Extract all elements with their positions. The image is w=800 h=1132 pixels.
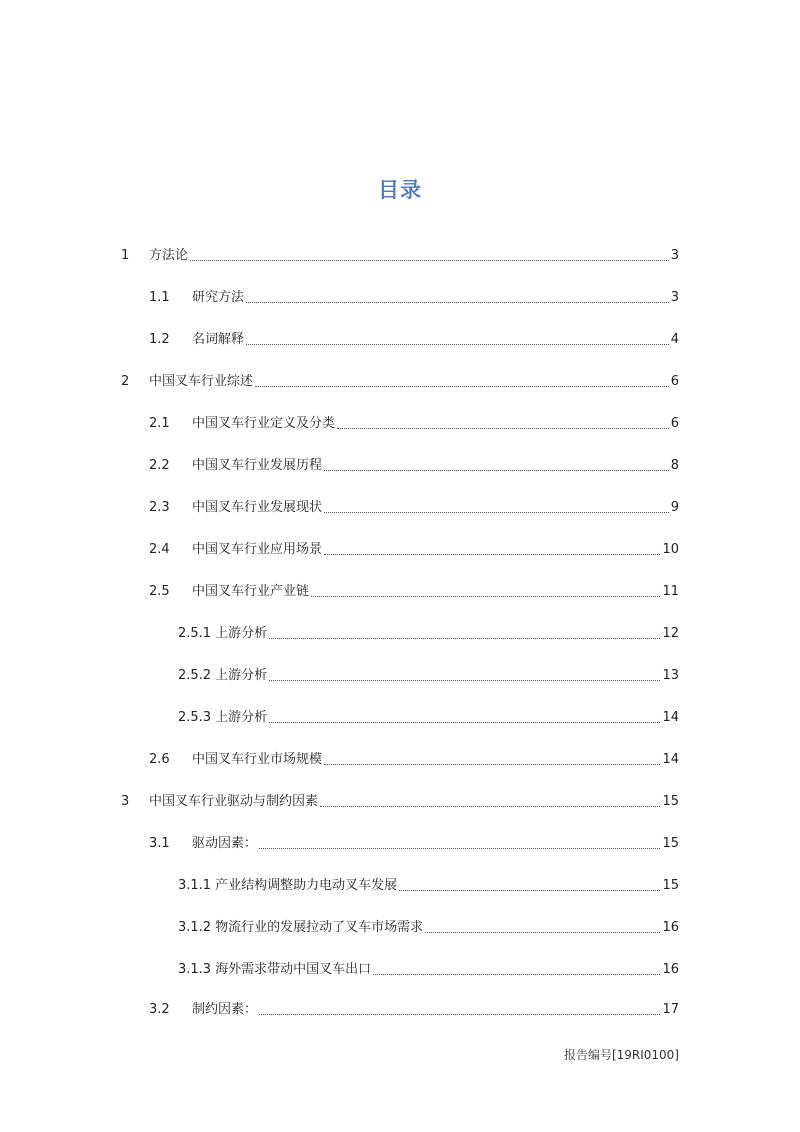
- toc-entry[interactable]: [178, 918, 679, 938]
- toc-entry-number: 3.1: [149, 836, 170, 851]
- toc-entry-page: 10: [662, 542, 679, 557]
- toc-entry[interactable]: [121, 246, 679, 266]
- toc-entry-page: 15: [662, 878, 679, 893]
- toc-entry-page: 14: [662, 752, 679, 767]
- toc-entry-page: 11: [662, 584, 679, 599]
- toc-dot-leader: [259, 1013, 660, 1015]
- toc-entry[interactable]: [149, 414, 679, 434]
- toc-entry-number: 2.6: [149, 752, 170, 767]
- toc-entry-title: 中国叉车行业驱动与制约因素: [149, 794, 319, 809]
- toc-entry-page: 3: [670, 290, 679, 305]
- toc-dot-leader: [324, 553, 660, 555]
- toc-entry[interactable]: [149, 1000, 679, 1020]
- toc-dot-leader: [246, 343, 669, 345]
- toc-entry-page: 14: [662, 710, 679, 725]
- toc-entry-title: 中国叉车行业市场规模: [192, 752, 323, 767]
- toc-entry-page: 9: [670, 500, 679, 515]
- toc-dot-leader: [373, 973, 660, 975]
- toc-dot-leader: [269, 637, 660, 639]
- toc-entry[interactable]: [149, 288, 679, 308]
- toc-entry[interactable]: [149, 498, 679, 518]
- toc-entry-number: 3.2: [149, 1002, 170, 1017]
- toc-entry-number: 1.1: [149, 290, 170, 305]
- toc-entry-number: 2.5.3: [178, 710, 212, 725]
- toc-entry-page: 13: [662, 668, 679, 683]
- toc-entry-number: 3.1.3: [178, 962, 212, 977]
- toc-dot-leader: [259, 847, 660, 849]
- toc-entry[interactable]: [149, 834, 679, 854]
- toc-entry-page: 15: [662, 794, 679, 809]
- toc-entry[interactable]: [178, 708, 679, 728]
- toc-entry-number: 2.5: [149, 584, 170, 599]
- toc-dot-leader: [425, 931, 660, 933]
- toc-entry-page: 6: [670, 416, 679, 431]
- toc-dot-leader: [246, 301, 669, 303]
- toc-entry-number: 3: [121, 794, 130, 809]
- toc-entry[interactable]: [149, 750, 679, 770]
- toc-entry-title: 方法论: [149, 248, 189, 263]
- toc-entry[interactable]: [121, 372, 679, 392]
- toc-entry-page: 16: [662, 962, 679, 977]
- toc-entry-title: 上游分析: [215, 626, 268, 641]
- toc-entry-number: 1: [121, 248, 130, 263]
- toc-dot-leader: [190, 259, 669, 261]
- toc-entry-page: 3: [670, 248, 679, 263]
- toc-entry[interactable]: [178, 960, 679, 980]
- toc-entry-title: 产业结构调整助力电动叉车发展: [215, 878, 398, 893]
- toc-dot-leader: [320, 805, 660, 807]
- toc-entry[interactable]: [178, 876, 679, 896]
- toc-entry-page: 15: [662, 836, 679, 851]
- toc-entry-title: 制约因素：: [192, 1002, 258, 1017]
- toc-entry[interactable]: [149, 330, 679, 350]
- toc-entry-number: 2: [121, 374, 130, 389]
- toc-entry-title: 上游分析: [215, 710, 268, 725]
- toc-entry-title: 中国叉车行业产业链: [192, 584, 310, 599]
- toc-entry-page: 16: [662, 920, 679, 935]
- toc-entry-title: 研究方法: [192, 290, 245, 305]
- toc-entry-title: 物流行业的发展拉动了叉车市场需求: [215, 920, 424, 935]
- toc-entry-title: 驱动因素：: [192, 836, 258, 851]
- toc-dot-leader: [399, 889, 660, 891]
- toc-entry-title: 中国叉车行业发展历程: [192, 458, 323, 473]
- toc-entry-page: 4: [670, 332, 679, 347]
- page-title: 目录: [378, 178, 422, 202]
- toc-entry-number: 2.1: [149, 416, 170, 431]
- toc-entry-number: 2.5.1: [178, 626, 212, 641]
- toc-dot-leader: [269, 679, 660, 681]
- toc-entry-number: 2.2: [149, 458, 170, 473]
- toc-entry-title: 中国叉车行业定义及分类: [192, 416, 336, 431]
- toc-dot-leader: [324, 469, 669, 471]
- toc-entry[interactable]: [149, 456, 679, 476]
- toc-entry-title: 上游分析: [215, 668, 268, 683]
- toc-entry-number: 2.4: [149, 542, 170, 557]
- toc-dot-leader: [269, 721, 660, 723]
- toc-dot-leader: [311, 595, 660, 597]
- toc-entry-title: 中国叉车行业应用场景: [192, 542, 323, 557]
- toc-entry-title: 中国叉车行业综述: [149, 374, 254, 389]
- toc-dot-leader: [255, 385, 669, 387]
- toc-entry-number: 1.2: [149, 332, 170, 347]
- toc-entry-page: 6: [670, 374, 679, 389]
- toc-dot-leader: [324, 511, 669, 513]
- toc-dot-leader: [324, 763, 660, 765]
- toc-entry-title: 名词解释: [192, 332, 245, 347]
- toc-entry-number: 2.5.2: [178, 668, 212, 683]
- toc-entry[interactable]: [149, 582, 679, 602]
- toc-entry-page: 8: [670, 458, 679, 473]
- toc-entry-page: 12: [662, 626, 679, 641]
- toc-entry-number: 3.1.2: [178, 920, 212, 935]
- report-id-footer: 报告编号[19RI0100]: [563, 1048, 679, 1062]
- toc-entry[interactable]: [121, 792, 679, 812]
- toc-entry-number: 2.3: [149, 500, 170, 515]
- toc-dot-leader: [337, 427, 669, 429]
- toc-entry-page: 17: [662, 1002, 679, 1017]
- toc-entry-title: 中国叉车行业发展现状: [192, 500, 323, 515]
- toc-entry[interactable]: [149, 540, 679, 560]
- toc-entry[interactable]: [178, 666, 679, 686]
- toc-entry[interactable]: [178, 624, 679, 644]
- toc-entry-number: 3.1.1: [178, 878, 212, 893]
- toc-entry-title: 海外需求带动中国叉车出口: [215, 962, 372, 977]
